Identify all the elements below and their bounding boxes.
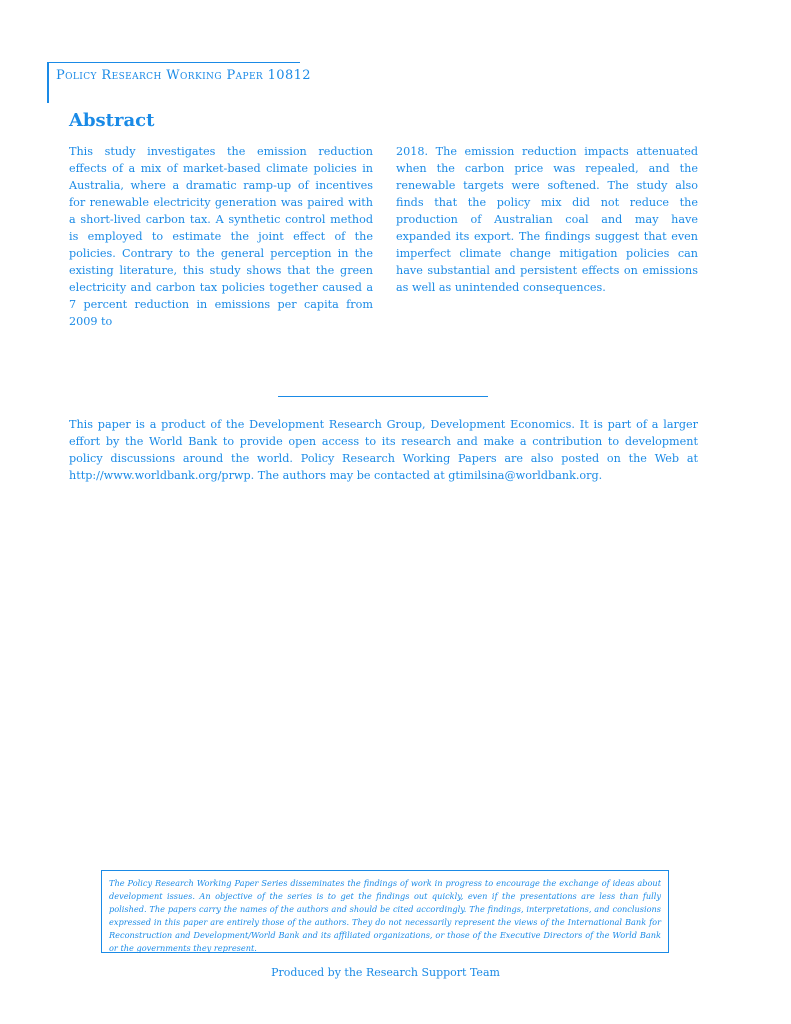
abstract-heading: Abstract <box>69 110 155 131</box>
series-title: Policy Research Working Paper 10812 <box>56 68 311 83</box>
footer-credit: Produced by the Research Support Team <box>271 966 500 979</box>
abstract-column-right: 2018. The emission reduction impacts attenuated when the carbon price was repealed, and the renewable targets were softened. The study also finds that the policy mix did not reduce the production of Australian coal and may have expanded its export. The findings suggest that even imperfect climate change mitigation policies can have substantial and persistent effects on emissions as well as unintended consequences. <box>396 145 698 294</box>
abstract-column-left: This study investigates the emission reduction effects of a mix of market-based climate policies in Australia, where a dramatic ramp-up of incentives for renewable electricity generation was paired with a short-lived carbon tax. A synthetic control method is employed to estimate the joint effect of the policies. Contrary to the general perception in the existing literature, this study shows that the green electricity and carbon tax policies together caused a 7 percent reduction in emissions per capita from 2009 to <box>69 145 373 328</box>
section-divider <box>278 396 488 397</box>
disclaimer-text: The Policy Research Working Paper Series disseminates the findings of work in progress to encourage the exchange of ideas about development issues. An objective of the series is to get the findings out quickly, even if the presentations are less than fully polished. The papers carry the names of the authors and should be cited accordingly. The findings, interpretations, and conclusions expressed in this paper are entirely those of the authors. They do not necessarily represent the views of the International Bank for Reconstruction and Development/World Bank and its affiliated organizations, or those of the Executive Directors of the World Bank or the governments they represent. <box>109 878 661 953</box>
disclaimer-box <box>101 870 669 953</box>
about-paper-text: This paper is a product of the Development Research Group, Development Economics. It is part of a larger effort by the World Bank to provide open access to its research and make a contribution to development policy discussions around the world. Policy Research Working Papers are also posted on the Web at http://www.worldbank.org/prwp. The authors may be contacted at gtimilsina@worldbank.org. <box>69 418 698 482</box>
